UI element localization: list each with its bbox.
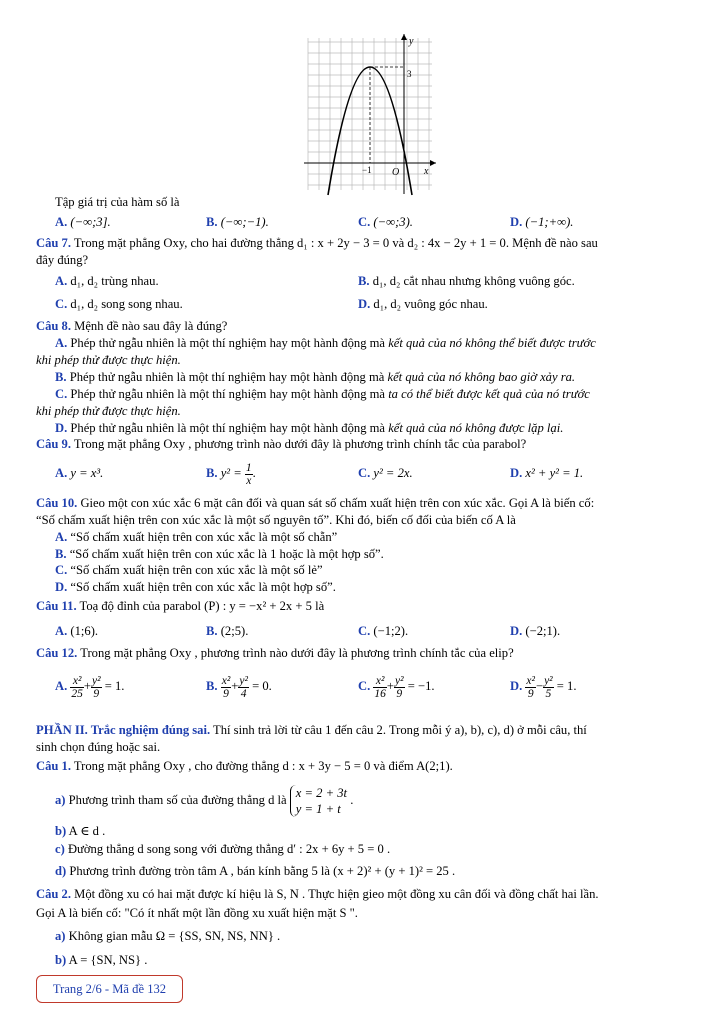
q9-option-c: C. y² = 2x. bbox=[358, 466, 413, 480]
q10-option-b: B. “Số chấm xuất hiện trên con xúc xắc là 1 hoặc là một hợp số”. bbox=[55, 547, 384, 561]
q8-option-c: C. Phép thử ngẫu nhiên là một thí nghiệm hay một hành động mà ta có thể biết được kết quả của nó trước bbox=[55, 387, 590, 401]
q12-option-a: A. $\frac{\text{x²}}{25}$ + $\frac{\text{y²}}{9}$ = 1. bbox=[55, 674, 125, 700]
part2-heading-cont: sinh chọn đúng hoặc sai. bbox=[36, 740, 161, 754]
p2q1-item-a: a) Phương trình tham số của đường thẳng d là x = 2 + 3t y = 1 + t . bbox=[55, 786, 354, 817]
q11-option-b: B. (2;5). bbox=[206, 624, 249, 638]
q7-option-c: C. d₁, d₂ song song nhau. bbox=[55, 297, 183, 311]
q6-option-c: C. (−∞;3). bbox=[358, 215, 413, 229]
parabola-graph bbox=[300, 30, 440, 198]
p2q1-item-c: c) Đường thẳng d song song với đường thẳng d′ : 2x + 6y + 5 = 0 . bbox=[55, 842, 391, 856]
q11-option-a: A. (1;6). bbox=[55, 624, 99, 638]
q8-option-d: D. Phép thử ngẫu nhiên là một thí nghiệm hay một hành động mà kết quả của nó không được lặp lại. bbox=[55, 421, 564, 435]
q9-stem: Câu 9. Trong mặt phẳng Oxy , phương trình nào dưới đây là phương trình chính tắc của parabol? bbox=[36, 437, 527, 451]
q11-option-c: C. (−1;2). bbox=[358, 624, 409, 638]
q12-option-c: C. $\frac{\text{x²}}{16}$ + $\frac{\text{y²}}{9}$ = −1. bbox=[358, 674, 435, 700]
page-footer: Trang 2/6 - Mã đề 132 bbox=[36, 975, 183, 1003]
q8-stem: Câu 8. Mệnh đề nào sau đây là đúng? bbox=[36, 319, 228, 333]
q7-option-d: D. d₁, d₂ vuông góc nhau. bbox=[358, 297, 488, 311]
y-axis-arrow bbox=[401, 34, 407, 40]
q10-option-a: A. “Số chấm xuất hiện trên con xúc xắc là một số chẵn” bbox=[55, 530, 338, 544]
q8-option-a: A. Phép thử ngẫu nhiên là một thí nghiệm hay một hành động mà kết quả của nó không thể biết được trước bbox=[55, 336, 596, 350]
q9-option-d: D. x² + y² = 1. bbox=[510, 466, 584, 480]
q8-option-b: B. Phép thử ngẫu nhiên là một thí nghiệm hay một hành động mà kết quả của nó không bao giờ xảy ra. bbox=[55, 370, 576, 384]
q10-stem-line2: “Số chấm xuất hiện trên con xúc xắc là một số nguyên tố”. Khi đó, biến cố đối của biến cố A là bbox=[36, 513, 516, 527]
q10-option-d: D. “Số chấm xuất hiện trên con xúc xắc là một hợp số”. bbox=[55, 580, 336, 594]
x-axis-label: x bbox=[424, 166, 429, 177]
p2q2-item-b: b) A = {SN, NS} . bbox=[55, 953, 148, 967]
q6-option-d: D. (−1;+∞). bbox=[510, 215, 574, 229]
p2q1-item-b: b) A ∈ d . bbox=[55, 824, 106, 838]
q12-option-b: B. $\frac{\text{x²}}{9}$ + $\frac{\text{y²}}{4}$ = 0. bbox=[206, 674, 272, 700]
p2q1-stem: Câu 1. Trong mặt phẳng Oxy , cho đường thẳng d : x + 3y − 5 = 0 và điểm A(2;1). bbox=[36, 759, 453, 773]
q12-stem: Câu 12. Trong mặt phẳng Oxy , phương trình nào dưới đây là phương trình chính tắc của elip? bbox=[36, 646, 514, 660]
q9-option-a: A. y = x³. bbox=[55, 466, 104, 480]
q11-stem: Câu 11. Toạ độ đỉnh của parabol (P) : y = −x² + 2x + 5 là bbox=[36, 599, 325, 613]
tick-3: 3 bbox=[407, 69, 412, 79]
q7-stem-line2: đây đúng? bbox=[36, 253, 89, 267]
q10-stem-line1: Câu 10. Gieo một con xúc xắc 6 mặt cân đối và quan sát số chấm xuất hiện trên con xúc xắc. Gọi A là biến cố: bbox=[36, 496, 595, 510]
q8-option-a-cont: khi phép thử được thực hiện. bbox=[36, 353, 181, 367]
q8-option-c-cont: khi phép thử được thực hiện. bbox=[36, 404, 181, 418]
x-axis-arrow bbox=[430, 160, 436, 166]
q6-option-b: B. (−∞;−1). bbox=[206, 215, 269, 229]
q11-option-d: D. (−2;1). bbox=[510, 624, 561, 638]
q6-stem: Tập giá trị của hàm số là bbox=[55, 195, 180, 209]
tick-neg1: −1 bbox=[362, 165, 372, 175]
origin-label: O bbox=[392, 167, 400, 178]
q12-option-d: D. $\frac{\text{x²}}{9}$ − $\frac{\text{y²}}{5}$ = 1. bbox=[510, 674, 577, 700]
q7-option-a: A. d₁, d₂ trùng nhau. bbox=[55, 274, 159, 288]
q6-option-a: A. (−∞;3]. bbox=[55, 215, 111, 229]
q7-stem-line1: Câu 7. Trong mặt phẳng Oxy, cho hai đường thẳng d₁ : x + 2y − 3 = 0 và d₂ : 4x − 2y + 1 = 0. Mệnh đề nào sau bbox=[36, 236, 598, 250]
part2-heading: PHẦN II. Trắc nghiệm đúng sai. Thí sinh trả lời từ câu 1 đến câu 2. Trong mỗi ý a), b), c), d) ở mỗi câu, thí bbox=[36, 723, 587, 737]
p2q2-stem-line2: Gọi A là biến cố: "Có ít nhất một lần đồng xu xuất hiện mặt S ". bbox=[36, 906, 358, 920]
p2q2-item-a: a) Không gian mẫu Ω = {SS, SN, NS, NN} . bbox=[55, 929, 281, 943]
q10-option-c: C. “Số chấm xuất hiện trên con xúc xắc là một số lẻ” bbox=[55, 563, 323, 577]
y-axis-label: y bbox=[409, 36, 414, 47]
p2q1-item-d: d) Phương trình đường tròn tâm A , bán kính bằng 5 là (x + 2)² + (y + 1)² = 25 . bbox=[55, 864, 456, 878]
q9-option-b: B. y² = $\frac{1}{x}$ . bbox=[206, 461, 256, 487]
q7-option-b: B. d₁, d₂ cắt nhau nhưng không vuông góc. bbox=[358, 274, 575, 288]
p2q2-stem-line1: Câu 2. Một đồng xu có hai mặt được kí hiệu là S, N . Thực hiện gieo một đồng xu cân đối và đồng chất hai lần. bbox=[36, 887, 599, 901]
